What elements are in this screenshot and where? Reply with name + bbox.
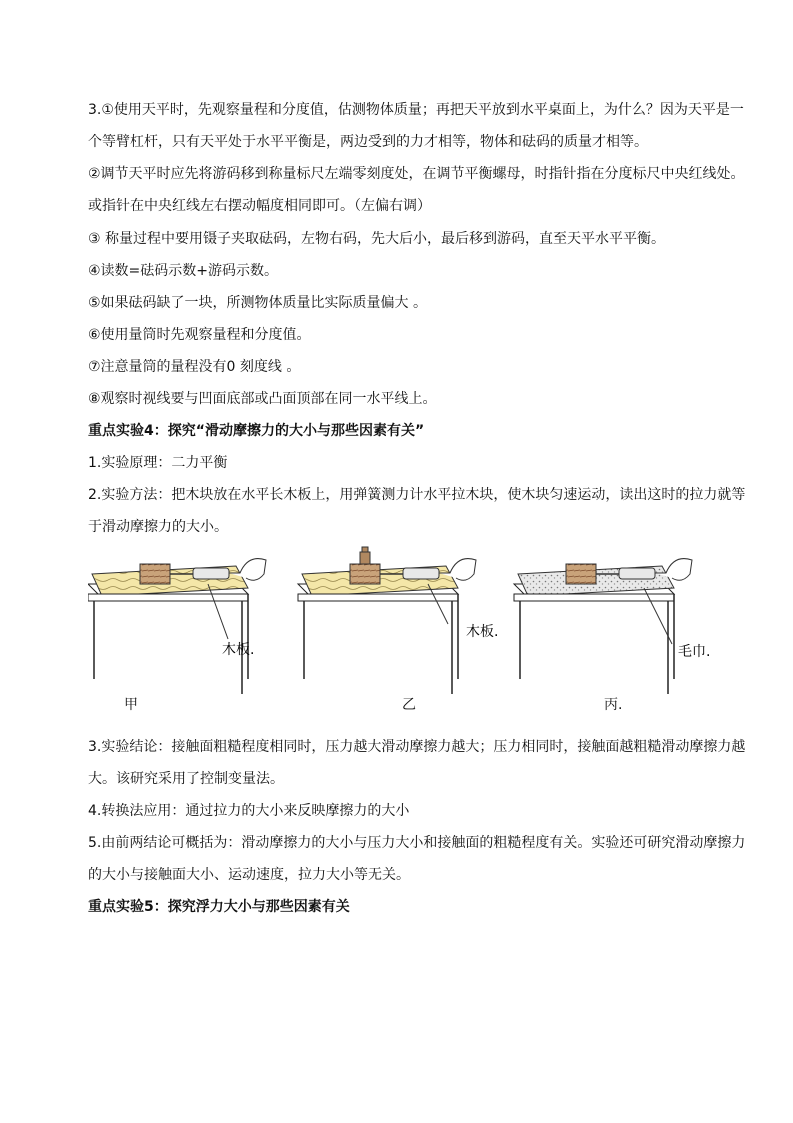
text-line-15: 3.实验结论：接触面粗糙程度相同时，压力越大滑动摩擦力越大；压力相同时，接触面越粗糙滑动摩擦力越 <box>88 739 746 755</box>
text-line-6: ④读数=砝码示数+游码示数。 <box>88 263 279 279</box>
panel-yi <box>298 547 498 694</box>
panel-bing-label: 丙. <box>604 697 623 713</box>
panel-bing <box>514 559 710 694</box>
panel-yi-surface-label: 木板. <box>466 624 499 640</box>
panel-jia-label: 甲 <box>124 697 138 713</box>
text-line-12: 1.实验原理：二力平衡 <box>88 455 228 471</box>
text-line-16: 大。该研究采用了控制变量法。 <box>88 771 284 787</box>
text-line-13: 2.实验方法：把木块放在水平长木板上，用弹簧测力计水平拉木块，使木块匀速运动，读出这时的拉力就等 <box>88 487 746 503</box>
panel-jia <box>88 559 266 694</box>
panel-yi-label: 乙 <box>402 697 416 713</box>
text-line-19: 的大小与接触面大小、运动速度，拉力大小等无关。 <box>88 867 410 883</box>
text-line-7: ⑤如果砝码缺了一块，所测物体质量比实际质量偏大 。 <box>88 295 427 311</box>
section-heading-experiment-5: 重点实验5：探究浮力大小与那些因素有关 <box>88 899 350 915</box>
friction-experiment-figure <box>88 544 728 724</box>
text-line-9: ⑦注意量筒的量程没有0 刻度线 。 <box>88 359 301 375</box>
text-line-14: 于滑动摩擦力的大小。 <box>88 519 228 535</box>
text-line-2: 个等臂杠杆，只有天平处于水平平衡是，两边受到的力才相等，物体和砝码的质量才相等。 <box>88 134 648 150</box>
text-line-18: 5.由前两结论可概括为：滑动摩擦力的大小与压力大小和接触面的粗糙程度有关。实验还可研究滑动摩擦力 <box>88 835 746 851</box>
text-line-17: 4.转换法应用：通过拉力的大小来反映摩擦力的大小 <box>88 803 410 819</box>
text-line-1: 3.①使用天平时，先观察量程和分度值，估测物体质量；再把天平放到水平桌面上，为什么？因为天平是一 <box>88 102 744 118</box>
text-line-8: ⑥使用量筒时先观察量程和分度值。 <box>88 327 311 343</box>
panel-bing-surface-label: 毛巾. <box>678 644 711 660</box>
text-line-3: ②调节天平时应先将游码移到称量标尺左端零刻度处，在调节平衡螺母，时指针指在分度标尺中央红线处。 <box>88 166 745 182</box>
panel-jia-surface-label: 木板. <box>222 642 255 658</box>
section-heading-experiment-4: 重点实验4：探究“滑动摩擦力的大小与那些因素有关” <box>88 423 425 439</box>
text-line-5: ③ 称量过程中要用镊子夹取砝码，左物右码，先大后小，最后移到游码，直至天平水平平衡。 <box>88 231 665 247</box>
text-line-10: ⑧观察时视线要与凹面底部或凸面顶部在同一水平线上。 <box>88 391 437 407</box>
text-line-4: 或指针在中央红线左右摆动幅度相同即可。（左偏右调） <box>88 198 431 214</box>
